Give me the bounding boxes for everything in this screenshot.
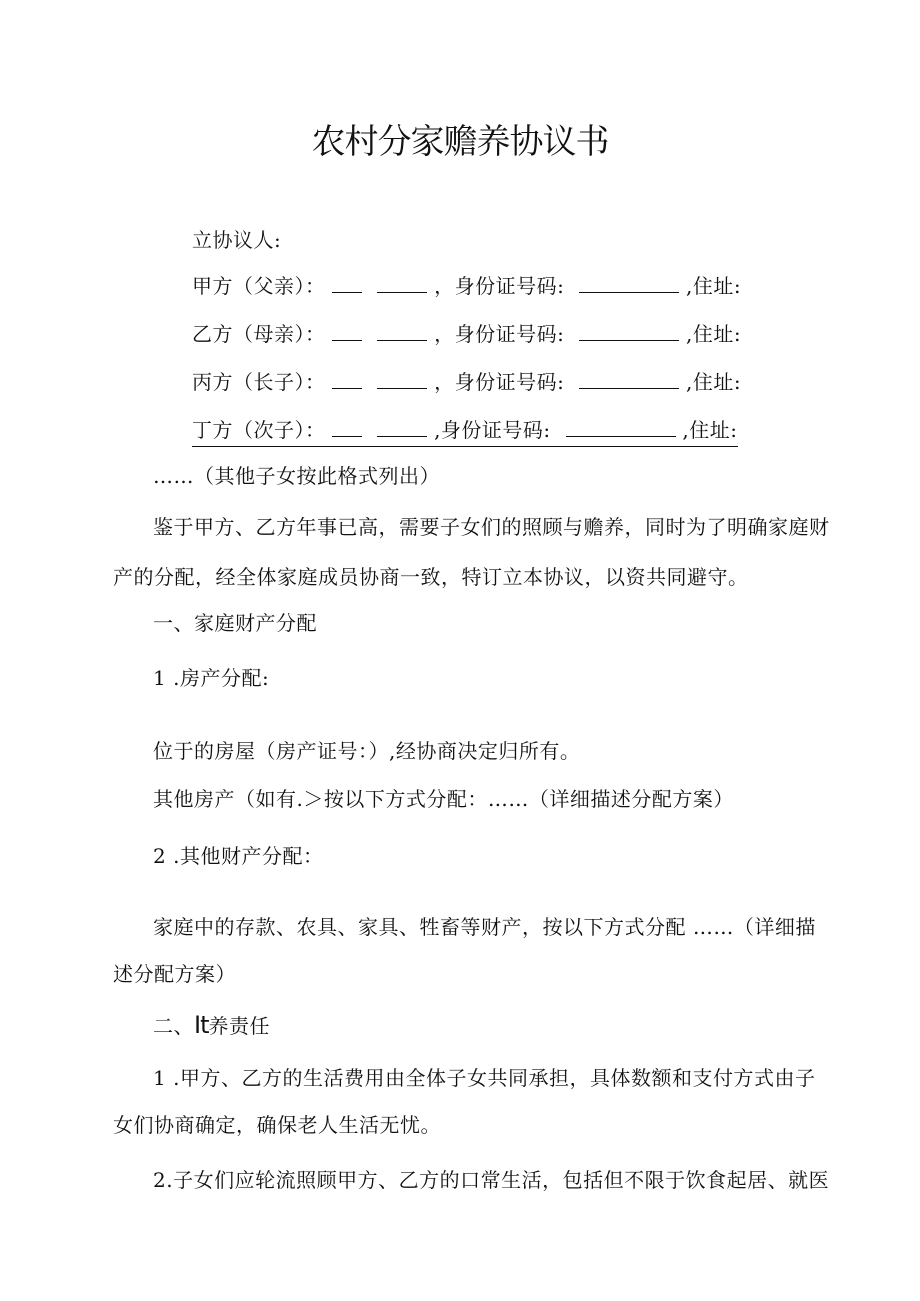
addr-label: ,住址: xyxy=(686,322,742,346)
addr-label: ,住址: xyxy=(686,370,742,394)
others-note: ……（其他子女按此格式列出） xyxy=(153,464,440,488)
section-1-item-2: 2 .其他财产分配： xyxy=(153,844,324,868)
id-blank xyxy=(579,274,629,293)
section-1-item-2-text-1: 家庭中的存款、农具、家具、牲畜等财产，按以下方式分配 ……（详细描 xyxy=(153,915,816,939)
addr-label: ,住址: xyxy=(682,418,738,442)
section-1-title: 一、家庭财产分配 xyxy=(153,611,317,635)
section-2-title xyxy=(153,1011,270,1040)
name-blank xyxy=(332,274,362,293)
id-blank xyxy=(579,322,629,341)
id-label: ,身份证号码: xyxy=(434,418,551,442)
name-blank xyxy=(377,370,427,389)
party-name: 甲方（父亲）： xyxy=(192,274,326,298)
name-blank xyxy=(332,418,362,437)
id-label: ，身份证号码: xyxy=(434,322,565,346)
preamble-line-2: 产的分配，经全体家庭成员协商一致，特订立本协议，以资共同避守。 xyxy=(113,565,749,589)
party-row-4 xyxy=(192,416,738,447)
section-2-suffix: 养责任 xyxy=(208,1014,270,1038)
preamble-line-1: 鉴于甲方、乙方年事已高，需要子女们的照顾与赡养，同时为了明确家庭财 xyxy=(153,515,830,539)
name-blank xyxy=(332,370,362,389)
section-2-item-2-line-1: 2.子女们应轮流照顾甲方、乙方的口常生活，包括但不限于饮食起居、就医 xyxy=(153,1168,830,1192)
id-label: ，身份证号码: xyxy=(434,370,565,394)
section-2-prefix: 二、 xyxy=(153,1014,194,1038)
section-2-item-1-line-1: 1 .甲方、乙方的生活费用由全体子女共同承担，具体数额和支付方式由子 xyxy=(153,1066,816,1090)
section-2-mark: It xyxy=(194,1011,209,1039)
section-1-item-1: 1 .房产分配: xyxy=(153,666,270,690)
parties-label: 立协议人: xyxy=(192,228,282,252)
name-blank xyxy=(377,274,427,293)
id-blank xyxy=(566,418,621,437)
name-blank xyxy=(377,322,427,341)
id-label: ，身份证号码: xyxy=(434,274,565,298)
party-name: 丙方（长子）： xyxy=(192,370,326,394)
party-row-2 xyxy=(192,320,741,348)
id-blank xyxy=(621,418,676,437)
name-blank xyxy=(377,418,427,437)
party-name: 丁方（次子）： xyxy=(192,418,326,442)
section-1-item-1-text-1: 位于的房屋（房产证号：）,经协商决定归所有。 xyxy=(153,739,581,763)
id-blank xyxy=(579,370,629,389)
section-2-item-1-line-2: 女们协商确定，确保老人生活无忧。 xyxy=(113,1113,441,1137)
section-1-item-2-text-2: 述分配方案） xyxy=(113,962,236,986)
id-blank xyxy=(629,322,679,341)
id-blank xyxy=(629,370,679,389)
id-blank xyxy=(629,274,679,293)
addr-label: ,住址: xyxy=(686,274,742,298)
party-row-1 xyxy=(192,272,741,300)
name-blank xyxy=(332,322,362,341)
party-row-3 xyxy=(192,368,741,396)
section-1-item-1-text-2: 其他房产（如有.＞按以下方式分配：……（详细描述分配方案） xyxy=(153,787,734,811)
document-title: 农村分家赡养协议书 xyxy=(311,122,609,162)
party-name: 乙方（母亲）： xyxy=(192,322,326,346)
